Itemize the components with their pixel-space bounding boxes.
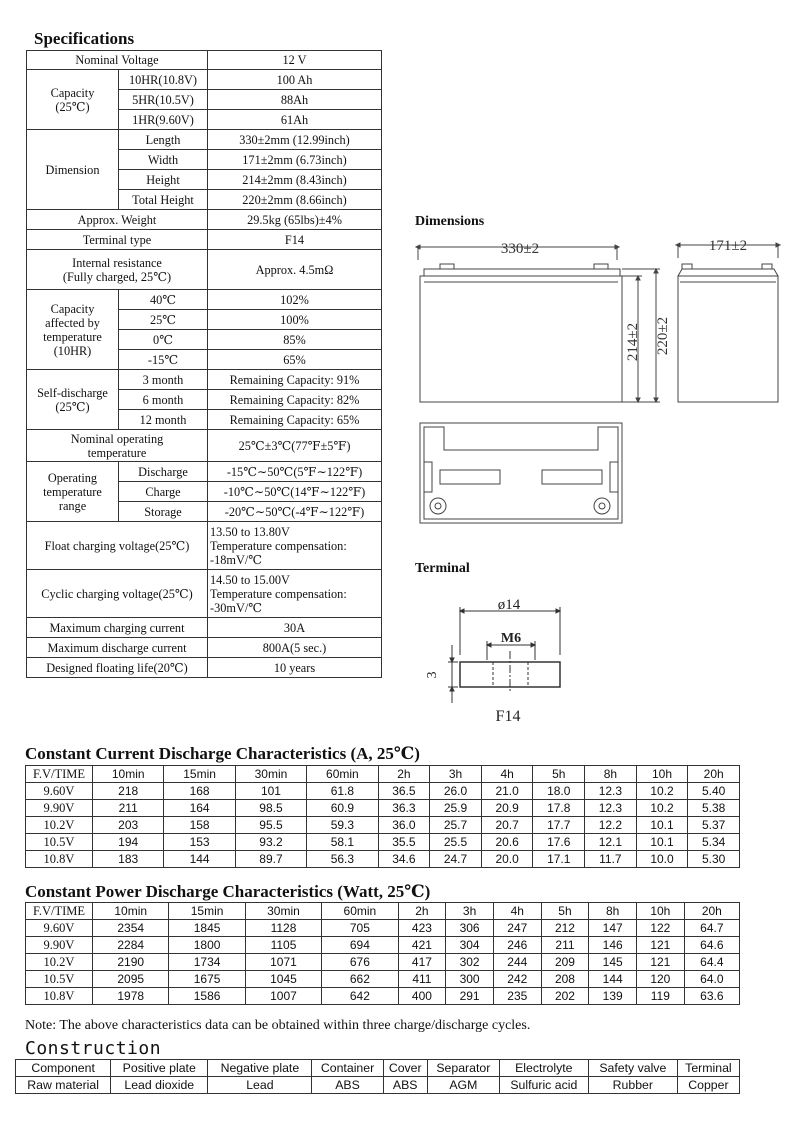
header-cell: F.V/TIME	[26, 903, 93, 920]
dimensions-drawing	[410, 230, 790, 540]
header-cell: Cover	[383, 1060, 427, 1077]
temperature: 25℃	[119, 310, 208, 330]
table-cell: 120	[637, 971, 685, 988]
header-cell: 10min	[93, 766, 164, 783]
table-row	[26, 834, 740, 851]
header-cell: F.V/TIME	[26, 766, 93, 783]
table-cell: 194	[93, 834, 164, 851]
spec-value: 12 V	[208, 51, 382, 70]
table-row	[26, 937, 740, 954]
header-cell: 20h	[684, 903, 739, 920]
header-cell: 5h	[541, 903, 589, 920]
table-cell: 235	[493, 988, 541, 1005]
dimension-name: Width	[119, 150, 208, 170]
table-cell: 5.37	[688, 817, 740, 834]
total-height-label: 220±2	[655, 316, 671, 356]
table-cell: 139	[589, 988, 637, 1005]
table-cell: 147	[589, 920, 637, 937]
table-row	[26, 800, 740, 817]
table-cell: 56.3	[307, 851, 378, 868]
terminal-title: Terminal	[415, 561, 470, 576]
table-cell: 36.5	[378, 783, 430, 800]
table-cell: Raw material	[16, 1077, 111, 1094]
table-cell: 1007	[245, 988, 321, 1005]
table-cell: 1128	[245, 920, 321, 937]
final-voltage-cell: 9.60V	[26, 783, 93, 800]
float-charging-value: 13.50 to 13.80V Temperature compensation: -18mV/℃	[208, 522, 382, 570]
table-cell: 218	[93, 783, 164, 800]
dimension-name: Length	[119, 130, 208, 150]
table-cell: ABS	[383, 1077, 427, 1094]
header-cell: 3h	[446, 903, 494, 920]
header-cell: Container	[312, 1060, 383, 1077]
dimension-name: Total Height	[119, 190, 208, 210]
table-cell: 119	[637, 988, 685, 1005]
table-cell: 1586	[169, 988, 245, 1005]
table-cell: ABS	[312, 1077, 383, 1094]
table-cell: 2190	[93, 954, 169, 971]
table-cell: 12.3	[585, 800, 637, 817]
header-cell: 2h	[378, 766, 430, 783]
table-cell: 17.8	[533, 800, 585, 817]
table-row	[26, 971, 740, 988]
table-header-row	[26, 766, 740, 783]
capacity-percent: 65%	[208, 350, 382, 370]
table-cell: 306	[446, 920, 494, 937]
table-row	[26, 988, 740, 1005]
table-cell: 5.38	[688, 800, 740, 817]
table-cell: 1978	[93, 988, 169, 1005]
final-voltage-cell: 10.2V	[26, 954, 93, 971]
spec-value: 30A	[208, 618, 382, 638]
table-cell: 10.2	[636, 783, 688, 800]
table-cell: 145	[589, 954, 637, 971]
table-cell: 122	[637, 920, 685, 937]
table-cell: 1675	[169, 971, 245, 988]
spec-label: Nominal operating temperature	[27, 430, 208, 462]
table-cell: 26.0	[430, 783, 482, 800]
table-cell: 642	[322, 988, 398, 1005]
operating-mode: Storage	[119, 502, 208, 522]
final-voltage-cell: 10.2V	[26, 817, 93, 834]
table-cell: 64.7	[684, 920, 739, 937]
table-cell: 10.1	[636, 834, 688, 851]
construction-header-row	[16, 1060, 740, 1077]
final-voltage-cell: 9.90V	[26, 937, 93, 954]
capacity-percent: 100%	[208, 310, 382, 330]
table-cell: 36.3	[378, 800, 430, 817]
table-cell: 2284	[93, 937, 169, 954]
table-cell: 121	[637, 937, 685, 954]
table-cell: 64.4	[684, 954, 739, 971]
table-cell: 417	[398, 954, 446, 971]
final-voltage-cell: 9.90V	[26, 800, 93, 817]
table-cell: 1734	[169, 954, 245, 971]
spec-value: 10 years	[208, 658, 382, 678]
table-cell: 208	[541, 971, 589, 988]
capacity-condition: 1HR(9.60V)	[119, 110, 208, 130]
temperature-range: -20℃∼50℃(-4℉∼122℉)	[208, 502, 382, 522]
table-cell: 12.3	[585, 783, 637, 800]
constant-current-table	[25, 765, 740, 868]
header-cell: 8h	[589, 903, 637, 920]
table-cell: 146	[589, 937, 637, 954]
table-cell: AGM	[427, 1077, 499, 1094]
table-cell: 144	[164, 851, 235, 868]
table-cell: 98.5	[235, 800, 306, 817]
header-cell: 60min	[307, 766, 378, 783]
dimensions-title: Dimensions	[415, 214, 485, 229]
construction-title: Construction	[25, 1038, 162, 1059]
table-cell: 95.5	[235, 817, 306, 834]
table-cell: 2354	[93, 920, 169, 937]
table-cell: 12.1	[585, 834, 637, 851]
final-voltage-cell: 10.8V	[26, 988, 93, 1005]
table-cell: 209	[541, 954, 589, 971]
header-cell: 60min	[322, 903, 398, 920]
table-cell: 60.9	[307, 800, 378, 817]
final-voltage-cell: 10.5V	[26, 971, 93, 988]
table-cell: 421	[398, 937, 446, 954]
table-cell: 153	[164, 834, 235, 851]
header-cell: Negative plate	[208, 1060, 312, 1077]
header-cell: 20h	[688, 766, 740, 783]
spec-label: Maximum discharge current	[27, 638, 208, 658]
dimension-name: Height	[119, 170, 208, 190]
terminal-type-label: F14	[495, 708, 521, 725]
table-cell: 17.6	[533, 834, 585, 851]
table-cell: 144	[589, 971, 637, 988]
final-voltage-cell: 9.60V	[26, 920, 93, 937]
table-cell: 5.40	[688, 783, 740, 800]
table-cell: 64.0	[684, 971, 739, 988]
header-cell: Terminal	[677, 1060, 739, 1077]
operating-range-group-label: Operating temperature range	[27, 462, 119, 522]
spec-row-nominal-voltage	[27, 51, 382, 70]
header-cell: 10min	[93, 903, 169, 920]
table-cell: 183	[93, 851, 164, 868]
table-cell: 11.7	[585, 851, 637, 868]
specifications-table	[26, 50, 382, 678]
table-cell: 36.0	[378, 817, 430, 834]
table-row	[26, 783, 740, 800]
table-cell: 61.8	[307, 783, 378, 800]
header-cell: Positive plate	[111, 1060, 208, 1077]
table-cell: 244	[493, 954, 541, 971]
capacity-value: 61Ah	[208, 110, 382, 130]
spec-label: Float charging voltage(25℃)	[27, 522, 208, 570]
table-cell: 158	[164, 817, 235, 834]
table-cell: 20.9	[481, 800, 533, 817]
header-cell: Component	[16, 1060, 111, 1077]
capacity-value: 100 Ah	[208, 70, 382, 90]
table-cell: 400	[398, 988, 446, 1005]
header-cell: 4h	[481, 766, 533, 783]
header-cell: 3h	[430, 766, 482, 783]
table-cell: 10.2	[636, 800, 688, 817]
table-cell: 35.5	[378, 834, 430, 851]
header-cell: Electrolyte	[499, 1060, 588, 1077]
height-label: 214±2	[625, 322, 641, 362]
final-voltage-cell: 10.5V	[26, 834, 93, 851]
capacity-temp-group-label: Capacity affected by temperature (10HR)	[27, 290, 119, 370]
table-cell: 212	[541, 920, 589, 937]
table-cell: 676	[322, 954, 398, 971]
table-cell: 10.0	[636, 851, 688, 868]
table-cell: 17.7	[533, 817, 585, 834]
temperature: -15℃	[119, 350, 208, 370]
spec-label: Cyclic charging voltage(25℃)	[27, 570, 208, 618]
table-cell: Rubber	[588, 1077, 677, 1094]
header-cell: 10h	[637, 903, 685, 920]
table-cell: 242	[493, 971, 541, 988]
spec-label: Designed floating life(20℃)	[27, 658, 208, 678]
table-cell: 203	[93, 817, 164, 834]
table-cell: Copper	[677, 1077, 739, 1094]
table-cell: 291	[446, 988, 494, 1005]
constant-power-table	[25, 902, 740, 1005]
table-row	[26, 920, 740, 937]
temperature-range: -15℃∼50℃(5℉∼122℉)	[208, 462, 382, 482]
table-cell: 25.9	[430, 800, 482, 817]
table-cell: Lead dioxide	[111, 1077, 208, 1094]
dimension-value: 214±2mm (8.43inch)	[208, 170, 382, 190]
table-cell: 93.2	[235, 834, 306, 851]
table-cell: 705	[322, 920, 398, 937]
operating-mode: Charge	[119, 482, 208, 502]
terminal-height-label: 3	[425, 671, 440, 679]
spec-label: Maximum charging current	[27, 618, 208, 638]
spec-label: Terminal type	[27, 230, 208, 250]
capacity-percent: 85%	[208, 330, 382, 350]
table-cell: 21.0	[481, 783, 533, 800]
table-row	[26, 851, 740, 868]
header-cell: 30min	[245, 903, 321, 920]
specifications-title: Specifications	[34, 29, 135, 48]
storage-period: 3 month	[119, 370, 208, 390]
header-cell: 5h	[533, 766, 585, 783]
table-cell: 34.6	[378, 851, 430, 868]
remaining-capacity: Remaining Capacity: 91%	[208, 370, 382, 390]
terminal-thread-label: M6	[500, 631, 522, 646]
table-cell: 164	[164, 800, 235, 817]
terminal-drawing	[410, 585, 590, 730]
table-cell: 12.2	[585, 817, 637, 834]
spec-label: Internal resistance (Fully charged, 25℃)	[27, 250, 208, 290]
table-header-row	[26, 903, 740, 920]
table-cell: 63.6	[684, 988, 739, 1005]
temperature: 0℃	[119, 330, 208, 350]
table-cell: 304	[446, 937, 494, 954]
dimension-group-label: Dimension	[27, 130, 119, 210]
table-row	[26, 817, 740, 834]
table-cell: 247	[493, 920, 541, 937]
table-row	[26, 954, 740, 971]
table-cell: 64.6	[684, 937, 739, 954]
table-cell: 202	[541, 988, 589, 1005]
table-cell: 1045	[245, 971, 321, 988]
table-cell: 211	[93, 800, 164, 817]
table-cell: 20.7	[481, 817, 533, 834]
header-cell: 30min	[235, 766, 306, 783]
header-cell: 4h	[493, 903, 541, 920]
table-cell: 1800	[169, 937, 245, 954]
width-label: 171±2	[708, 238, 748, 254]
construction-table	[15, 1059, 740, 1094]
header-cell: 2h	[398, 903, 446, 920]
capacity-group-label: Capacity (25℃)	[27, 70, 119, 130]
table-cell: 5.30	[688, 851, 740, 868]
temperature: 40℃	[119, 290, 208, 310]
dimension-value: 330±2mm (12.99inch)	[208, 130, 382, 150]
table-cell: 101	[235, 783, 306, 800]
spec-value: 800A(5 sec.)	[208, 638, 382, 658]
storage-period: 6 month	[119, 390, 208, 410]
table-cell: 423	[398, 920, 446, 937]
table-cell: 20.6	[481, 834, 533, 851]
table-cell: 246	[493, 937, 541, 954]
remaining-capacity: Remaining Capacity: 65%	[208, 410, 382, 430]
cyclic-charging-value: 14.50 to 15.00V Temperature compensation: -30mV/℃	[208, 570, 382, 618]
self-discharge-group-label: Self-discharge (25℃)	[27, 370, 119, 430]
storage-period: 12 month	[119, 410, 208, 430]
table-cell: 59.3	[307, 817, 378, 834]
table-cell: 17.1	[533, 851, 585, 868]
table-cell: 1071	[245, 954, 321, 971]
table-cell: 25.5	[430, 834, 482, 851]
table-cell: 121	[637, 954, 685, 971]
table-cell: 694	[322, 937, 398, 954]
header-cell: 10h	[636, 766, 688, 783]
table-cell: 25.7	[430, 817, 482, 834]
operating-mode: Discharge	[119, 462, 208, 482]
header-cell: 15min	[164, 766, 235, 783]
dimension-value: 220±2mm (8.66inch)	[208, 190, 382, 210]
table-cell: 5.34	[688, 834, 740, 851]
capacity-condition: 10HR(10.8V)	[119, 70, 208, 90]
spec-value: F14	[208, 230, 382, 250]
table-cell: 10.1	[636, 817, 688, 834]
terminal-diameter-label: ø14	[497, 597, 521, 613]
table-cell: Sulfuric acid	[499, 1077, 588, 1094]
header-cell: 15min	[169, 903, 245, 920]
table-cell: 302	[446, 954, 494, 971]
length-label: 330±2	[500, 241, 540, 257]
final-voltage-cell: 10.8V	[26, 851, 93, 868]
spec-label: Nominal Voltage	[27, 51, 208, 70]
construction-material-row	[16, 1077, 740, 1094]
header-cell: 8h	[585, 766, 637, 783]
table-cell: 662	[322, 971, 398, 988]
footnote: Note: The above characteristics data can be obtained within three charge/discharge cycles.	[25, 1018, 531, 1033]
table-cell: Lead	[208, 1077, 312, 1094]
table-cell: 24.7	[430, 851, 482, 868]
table-cell: 89.7	[235, 851, 306, 868]
table-cell: 411	[398, 971, 446, 988]
spec-label: Approx. Weight	[27, 210, 208, 230]
constant-current-title: Constant Current Discharge Characteristics (A, 25℃)	[25, 744, 420, 763]
table-cell: 20.0	[481, 851, 533, 868]
table-cell: 211	[541, 937, 589, 954]
temperature-range: -10℃∼50℃(14℉∼122℉)	[208, 482, 382, 502]
constant-power-title: Constant Power Discharge Characteristics (Watt, 25℃)	[25, 882, 431, 901]
table-cell: 2095	[93, 971, 169, 988]
table-cell: 18.0	[533, 783, 585, 800]
table-cell: 168	[164, 783, 235, 800]
dimension-value: 171±2mm (6.73inch)	[208, 150, 382, 170]
remaining-capacity: Remaining Capacity: 82%	[208, 390, 382, 410]
table-cell: 1845	[169, 920, 245, 937]
capacity-value: 88Ah	[208, 90, 382, 110]
capacity-percent: 102%	[208, 290, 382, 310]
header-cell: Safety valve	[588, 1060, 677, 1077]
table-cell: 1105	[245, 937, 321, 954]
table-cell: 58.1	[307, 834, 378, 851]
spec-value: 29.5kg (65lbs)±4%	[208, 210, 382, 230]
capacity-condition: 5HR(10.5V)	[119, 90, 208, 110]
header-cell: Separator	[427, 1060, 499, 1077]
spec-value: Approx. 4.5mΩ	[208, 250, 382, 290]
spec-value: 25℃±3℃(77℉±5℉)	[208, 430, 382, 462]
table-cell: 300	[446, 971, 494, 988]
